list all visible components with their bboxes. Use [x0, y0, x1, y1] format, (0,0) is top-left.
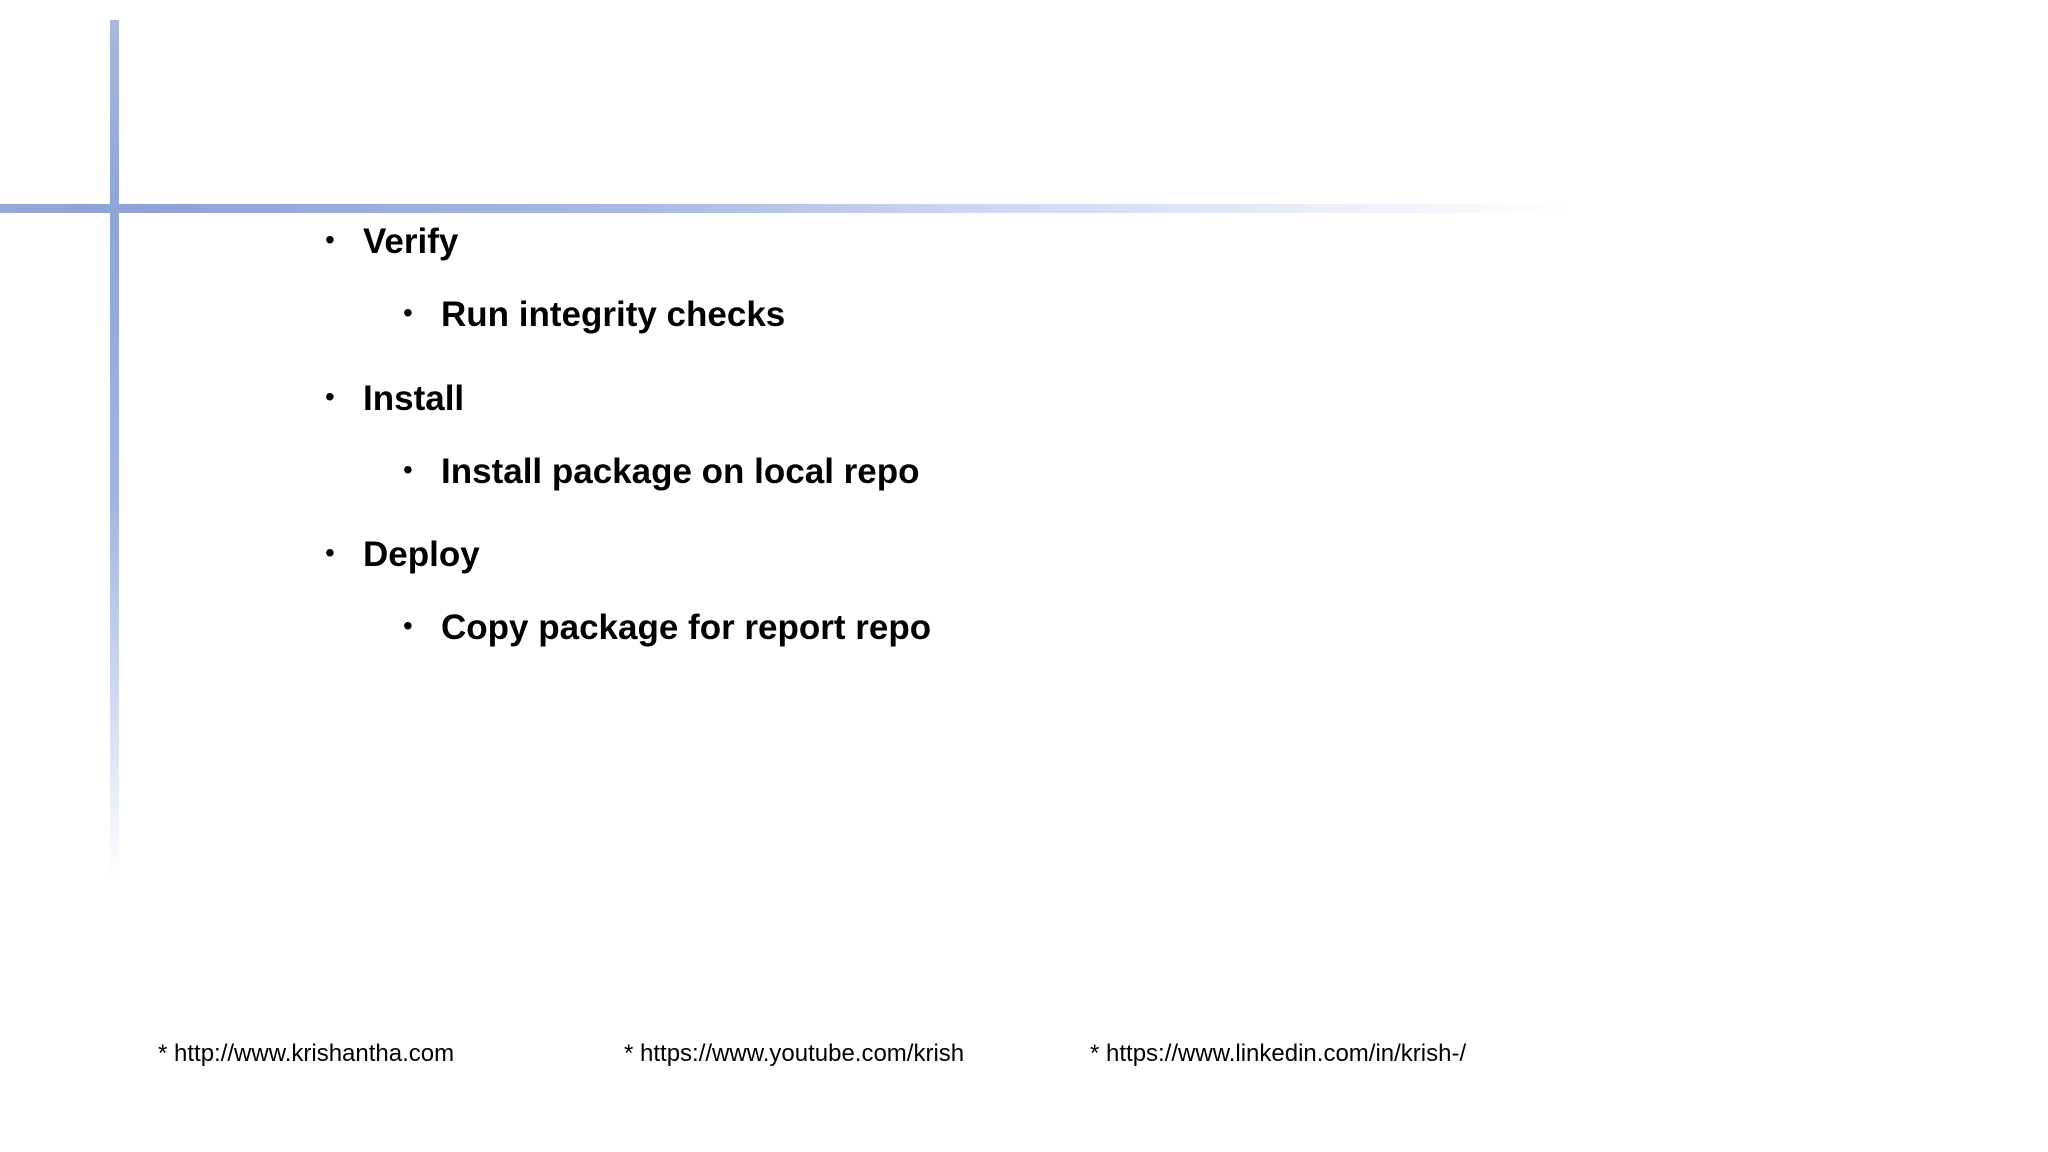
bullet-text: Copy package for report repo: [441, 608, 932, 647]
horizontal-accent-rule: [0, 204, 1570, 213]
bullet-text: Run integrity checks: [441, 295, 786, 334]
sub-bullet-item-run-integrity-checks: [403, 295, 786, 335]
bullet-text: Deploy: [363, 535, 480, 574]
sub-bullet-item-copy-package: [403, 608, 932, 648]
bullet-text: Install package on local repo: [441, 452, 920, 491]
bullet-text: Install: [363, 379, 465, 418]
bullet-icon: •: [403, 297, 413, 328]
bullet-item-install: [325, 379, 465, 419]
bullet-icon: •: [325, 381, 335, 412]
sub-bullet-item-install-package: [403, 452, 920, 492]
bullet-icon: •: [325, 537, 335, 568]
bullet-text: Verify: [363, 222, 459, 261]
bullet-icon: •: [403, 454, 413, 485]
footer-link-youtube[interactable]: * https://www.youtube.com/krish: [624, 1040, 965, 1067]
footer-link-linkedin[interactable]: * https://www.linkedin.com/in/krish-/: [1090, 1040, 1467, 1067]
bullet-item-deploy: [325, 535, 480, 575]
bullet-icon: •: [325, 224, 335, 255]
bullet-icon: •: [403, 610, 413, 641]
bullet-item-verify: [325, 222, 459, 262]
footer-link-website[interactable]: * http://www.krishantha.com: [158, 1040, 455, 1067]
vertical-accent-rule: [110, 20, 119, 880]
